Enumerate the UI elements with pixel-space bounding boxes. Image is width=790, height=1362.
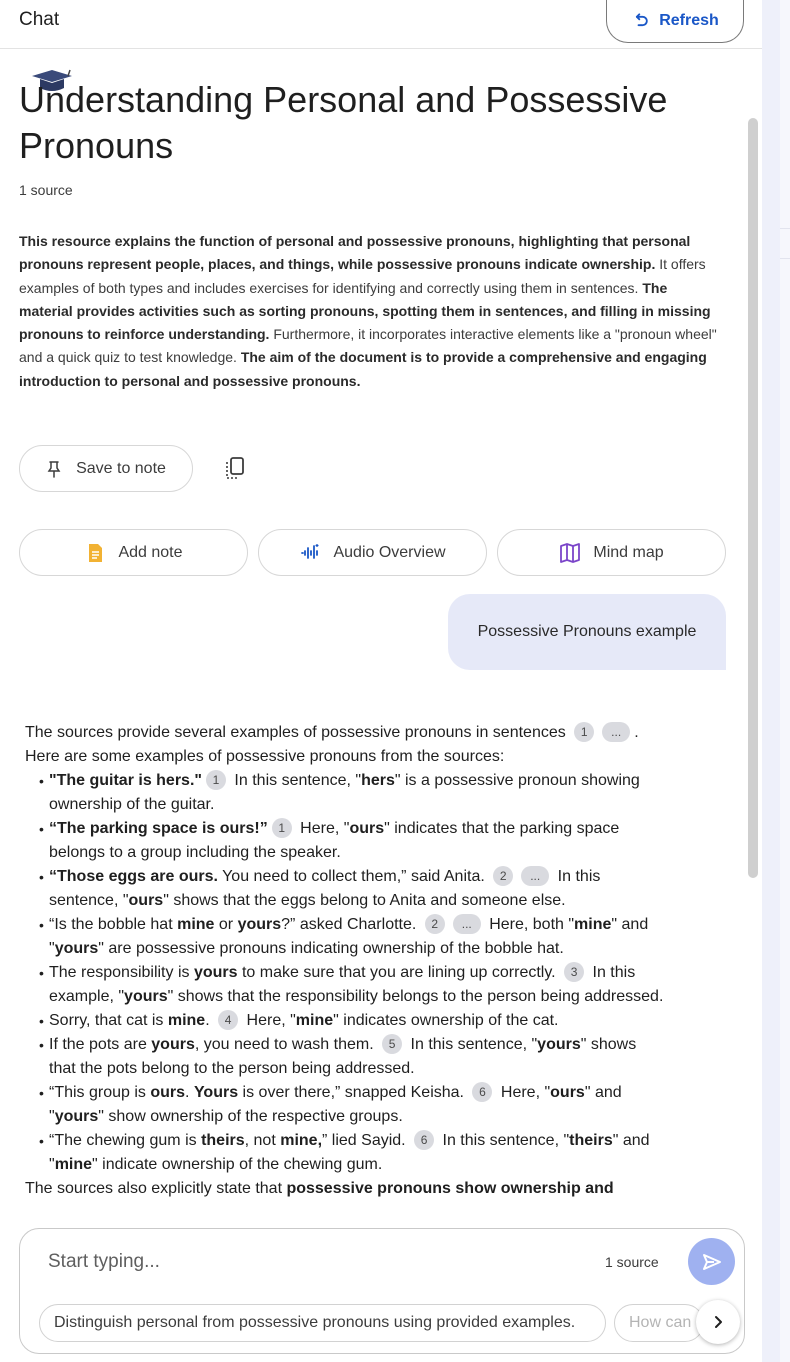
side-panel-edge [762, 0, 790, 1362]
next-suggestions-button[interactable] [696, 1300, 740, 1344]
text-run: " indicates that the parking space belongs to a group including the speaker. [49, 820, 620, 861]
suggestion-chip[interactable] [39, 1304, 606, 1342]
bold-text: yours [193, 964, 238, 981]
bold-text: “The parking space is ours!” [49, 820, 268, 837]
bold-text: ours [150, 1084, 186, 1101]
chat-input[interactable] [46, 1245, 590, 1279]
citation-chip[interactable]: ... [602, 722, 630, 742]
text-run: , not [244, 1132, 281, 1149]
copy-icon[interactable] [224, 456, 246, 482]
text-run: . [185, 1084, 194, 1101]
add-note-button[interactable] [19, 529, 248, 576]
bold-text: ours [128, 892, 164, 909]
bold-text: yours [237, 916, 282, 933]
text-run: In this sentence, " [438, 1132, 570, 1149]
notebook-title: Understanding Personal and Possessive Pronouns [19, 79, 668, 166]
text-run: to make sure that you are lining up correctly. [237, 964, 561, 981]
text-run: Here, " [295, 820, 350, 837]
citation-chip[interactable]: 2 [493, 866, 513, 886]
bold-text: theirs [569, 1132, 613, 1149]
user-message-text: Possessive Pronouns example [477, 623, 697, 640]
text-run: It offers examples of both types and includes exercises for identifying and correctly using them in sentences. [19, 256, 706, 296]
suggestion-chip-label: How can [629, 1314, 692, 1331]
text-run: Here, " [496, 1084, 551, 1101]
answer-bullet [25, 1033, 665, 1081]
text-run: The sources also explicitly state that [25, 1180, 287, 1197]
text-run: In this sentence, " [49, 868, 601, 909]
text-run: The sources provide several examples of possessive pronouns in sentences [25, 724, 571, 741]
bold-text: yours [151, 1036, 195, 1053]
answer-bullet [25, 961, 665, 1009]
bold-text: mine [295, 1012, 334, 1029]
text-run: In this sentence, " [229, 772, 362, 789]
citation-chip[interactable]: 1 [574, 722, 594, 742]
text-run: " shows that the pots belong to the person being addressed. [49, 1036, 637, 1077]
text-run: Furthermore, it incorporates interactive elements like a "pronoun wheel" and a quick quiz to test knowledge. [19, 326, 717, 366]
scrollbar-thumb[interactable] [748, 118, 758, 878]
bold-text: The aim of the document is to provide a comprehensive and engaging introduction to personal and possessive pronouns. [19, 349, 707, 389]
text-run: " indicates ownership of the cat. [333, 1012, 559, 1029]
text-run: " and " [49, 916, 649, 957]
text-run: ?” asked Charlotte. [281, 916, 421, 933]
answer-lead: Here are some examples of possessive pronouns from the sources: [25, 748, 505, 765]
text-run: ” lied Sayid. [322, 1132, 411, 1149]
bold-text: mine [574, 916, 612, 933]
audio-waveform-icon [299, 542, 321, 564]
citation-chip[interactable]: 1 [272, 818, 292, 838]
bold-text: ours [349, 820, 385, 837]
send-icon [701, 1251, 723, 1273]
text-run: " and " [49, 1132, 650, 1173]
text-run: or [214, 916, 238, 933]
text-run: “Is the bobble hat [49, 916, 178, 933]
text-run: Here, " [242, 1012, 296, 1029]
assistant-answer [25, 721, 665, 1201]
answer-bullet [25, 769, 665, 817]
add-note-label: Add note [118, 543, 183, 561]
text-run: . [634, 724, 639, 741]
map-icon [559, 542, 581, 564]
citation-chip[interactable]: 6 [414, 1130, 434, 1150]
citation-chip[interactable]: ... [453, 914, 481, 934]
text-run: " and " [49, 1084, 622, 1125]
text-run: You need to collect them,” said Anita. [217, 868, 490, 885]
save-to-note-label: Save to note [76, 459, 166, 477]
text-run: " show ownership of the respective groups. [98, 1108, 403, 1125]
bold-text: mine [177, 916, 215, 933]
chat-header [0, 0, 762, 49]
answer-intro [25, 721, 665, 745]
send-button[interactable] [688, 1238, 735, 1285]
bold-text: This resource explains the function of personal and possessive pronouns, highlighting that personal pronouns represent people, places, and things, while possessive pronouns indicate ownership. [19, 233, 691, 273]
answer-closing [25, 1177, 665, 1201]
text-run: " indicate ownership of the chewing gum. [92, 1156, 383, 1173]
suggestion-chip-label: Distinguish personal from possessive pronouns using provided examples. [54, 1314, 576, 1331]
audio-overview-button[interactable] [258, 529, 487, 576]
bold-text: Yours [193, 1084, 239, 1101]
text-run: In this sentence, " [406, 1036, 538, 1053]
save-to-note-button[interactable] [19, 445, 193, 492]
text-run: If the pots are [49, 1036, 152, 1053]
bold-text: “Those eggs are ours. [49, 868, 218, 885]
bold-text: The material provides activities such as sorting pronouns, spotting them in sentences, and filling in missing pronouns to reinforce understanding. [19, 279, 711, 343]
suggestion-chip[interactable] [614, 1304, 704, 1342]
text-run: " shows that the responsibility belongs to the person being addressed. [167, 988, 664, 1005]
refresh-button[interactable] [606, 0, 744, 43]
mind-map-button[interactable] [497, 529, 726, 576]
answer-bullet [25, 1129, 665, 1177]
bold-text: yours [537, 1036, 581, 1053]
text-run: " is a possessive pronoun showing ownership of the guitar. [49, 772, 640, 813]
bold-text: possessive pronouns show ownership and [286, 1180, 614, 1197]
answer-bullet [25, 1081, 665, 1129]
text-run: Sorry, that cat is [49, 1012, 168, 1029]
refresh-label: Refresh [659, 12, 719, 29]
bold-text: mine [167, 1012, 206, 1029]
citation-chip[interactable]: 5 [382, 1034, 402, 1054]
chat-composer [19, 1228, 745, 1354]
answer-bullet-list [25, 769, 665, 1177]
citation-chip[interactable]: 3 [564, 962, 584, 982]
refresh-icon [631, 11, 651, 31]
text-run: " are possessive pronouns indicating ownership of the bobble hat. [98, 940, 564, 957]
text-run: is over there,” snapped Keisha. [238, 1084, 469, 1101]
bold-text: mine [54, 1156, 93, 1173]
bold-text: ours [550, 1084, 585, 1101]
text-run: " shows that the eggs belong to Anita and someone else. [163, 892, 566, 909]
pin-icon [46, 460, 62, 478]
note-icon [84, 542, 106, 564]
bold-text: yours [54, 1108, 99, 1125]
answer-bullet [25, 913, 665, 961]
text-run: “This group is [49, 1084, 151, 1101]
answer-bullet [25, 817, 665, 865]
notebook-summary [19, 230, 721, 393]
text-run: , you need to wash them. [194, 1036, 379, 1053]
audio-overview-label: Audio Overview [333, 543, 446, 561]
source-count: 1 source [19, 182, 73, 198]
text-run: . [205, 1012, 215, 1029]
chevron-right-icon [711, 1315, 725, 1329]
text-run: Here, both " [484, 916, 575, 933]
citation-chip[interactable]: 6 [472, 1082, 492, 1102]
bold-text: yours [124, 988, 168, 1005]
bold-text: yours [54, 940, 99, 957]
answer-bullet [25, 865, 665, 913]
citation-chip[interactable]: 1 [206, 770, 226, 790]
text-run: In this example, " [49, 964, 636, 1005]
citation-chip[interactable]: 2 [425, 914, 445, 934]
text-run: “The chewing gum is [49, 1132, 202, 1149]
bold-text: mine, [280, 1132, 323, 1149]
text-run: The responsibility is [49, 964, 194, 981]
mind-map-label: Mind map [593, 543, 664, 561]
bold-text: theirs [201, 1132, 245, 1149]
user-message-bubble [448, 594, 726, 670]
citation-chip[interactable]: 4 [218, 1010, 238, 1030]
bold-text: hers [361, 772, 395, 789]
panel-title: Chat [19, 9, 60, 30]
composer-source-count: 1 source [605, 1254, 659, 1270]
answer-viewport [0, 700, 748, 1226]
answer-bullet [25, 1009, 665, 1033]
bold-text: "The guitar is hers." [49, 772, 202, 789]
citation-chip[interactable]: ... [521, 866, 549, 886]
